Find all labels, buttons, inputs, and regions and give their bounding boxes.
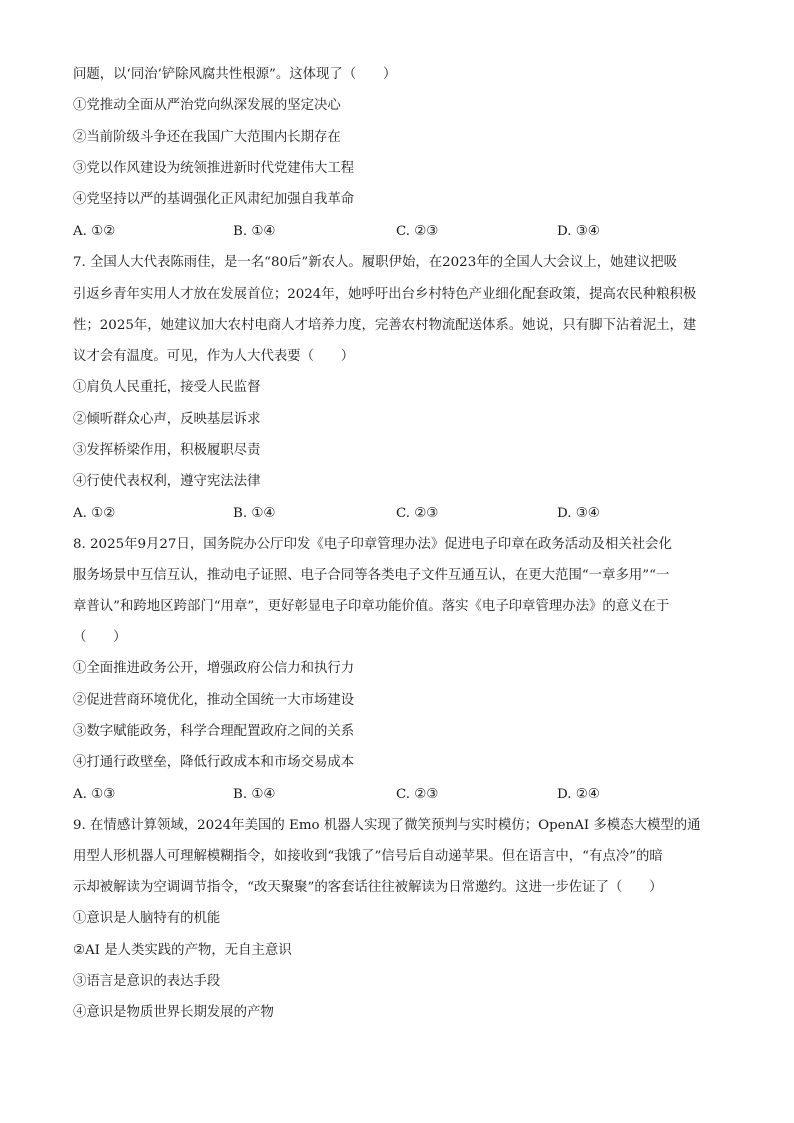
q8-statement-1: ①全面推进政务公开，增强政府公信力和执行力 bbox=[73, 661, 355, 676]
q8-statement-3: ③数字赋能政务，科学合理配置政府之间的关系 bbox=[73, 724, 355, 739]
q6-statement-4: ④党坚持以严的基调强化正风肃纪加强自我革命 bbox=[73, 192, 355, 207]
q7-choice-c[interactable]: C. ②③ bbox=[396, 506, 439, 521]
q9-stem-line-2: 用型人形机器人可理解模糊指令，如接收到“我饿了”信号后自动递苹果。但在语言中，“有点冷”的暗 bbox=[73, 849, 663, 864]
q7-statement-3: ③发挥桥梁作用，积极履职尽责 bbox=[73, 443, 261, 458]
q7-stem-line-4: 议才会有温度。可见，作为人大代表要（ ） bbox=[73, 349, 355, 364]
q7-choice-b[interactable]: B. ①④ bbox=[233, 506, 276, 521]
q7-choice-a[interactable]: A. ①② bbox=[73, 506, 116, 521]
q6-choice-d[interactable]: D. ③④ bbox=[557, 224, 600, 239]
q8-choice-d[interactable]: D. ②④ bbox=[557, 787, 600, 802]
q8-stem-line-2: 服务场景中互信互认，推动电子证照、电子合同等各类电子文件互通互认，在更大范围“一章多用”“一 bbox=[73, 568, 670, 583]
q9-statement-1: ①意识是人脑特有的机能 bbox=[73, 911, 221, 926]
q7-stem-line-1: 7. 全国人大代表陈雨佳，是一名“80后”新农人。履职伊始，在2023年的全国人大会议上，她建议把吸 bbox=[73, 255, 678, 270]
q6-statement-1: ①党推动全面从严治党向纵深发展的坚定决心 bbox=[73, 98, 341, 113]
q9-stem-line-3: 示却被解读为空调调节指令，“改天聚聚”的客套话往往被解读为日常邀约。这进一步佐证了（ ） bbox=[73, 880, 663, 895]
q7-statement-4: ④行使代表权利，遵守宪法法律 bbox=[73, 474, 261, 489]
q6-statement-2: ②当前阶级斗争还在我国广大范围内长期存在 bbox=[73, 130, 341, 145]
q8-choice-c[interactable]: C. ②③ bbox=[396, 787, 439, 802]
q9-stem-line-1: 9. 在情感计算领域，2024年美国的 Emo 机器人实现了微笑预判与实时模仿；OpenAI 多模态大模型的通 bbox=[73, 818, 701, 833]
q8-stem-line-4: （ ） bbox=[73, 630, 127, 645]
q6-choice-b[interactable]: B. ①④ bbox=[233, 224, 276, 239]
q8-stem-line-3: 章普认”和跨地区跨部门“用章”，更好彰显电子印章功能价值。落实《电子印章管理办法》的意义在于 bbox=[73, 599, 670, 614]
q6-statement-3: ③党以作风建设为统领推进新时代党建伟大工程 bbox=[73, 161, 355, 176]
q8-stem-line-1: 8. 2025年9月27日，国务院办公厅印发《电子印章管理办法》促进电子印章在政务活动及相关社会化 bbox=[73, 537, 672, 552]
q6-choice-c[interactable]: C. ②③ bbox=[396, 224, 439, 239]
q7-stem-line-2: 引返乡青年实用人才放在发展首位；2024年，她呼吁出台乡村特色产业细化配套政策，提高农民种粮积极 bbox=[73, 287, 697, 302]
q7-choice-d[interactable]: D. ③④ bbox=[557, 506, 600, 521]
q6-choice-a[interactable]: A. ①② bbox=[73, 224, 116, 239]
q8-choice-a[interactable]: A. ①③ bbox=[73, 787, 116, 802]
q8-statement-4: ④打通行政壁垒，降低行政成本和市场交易成本 bbox=[73, 755, 355, 770]
q9-statement-2: ②AI 是人类实践的产物，无自主意识 bbox=[73, 943, 292, 958]
q8-choice-b[interactable]: B. ①④ bbox=[233, 787, 276, 802]
q8-statement-2: ②促进营商环境优化，推动全国统一大市场建设 bbox=[73, 693, 355, 708]
q6-stem-line: 问题，以‘同治’铲除风腐共性根源”。这体现了（ ） bbox=[73, 67, 397, 82]
q7-stem-line-3: 性；2025年，她建议加大农村电商人才培养力度，完善农村物流配送体系。她说，只有脚下沾着泥土，建 bbox=[73, 318, 697, 333]
q9-statement-4: ④意识是物质世界长期发展的产物 bbox=[73, 1005, 274, 1020]
q7-statement-2: ②倾听群众心声，反映基层诉求 bbox=[73, 412, 261, 427]
q7-statement-1: ①肩负人民重托，接受人民监督 bbox=[73, 380, 261, 395]
q9-statement-3: ③语言是意识的表达手段 bbox=[73, 974, 221, 989]
